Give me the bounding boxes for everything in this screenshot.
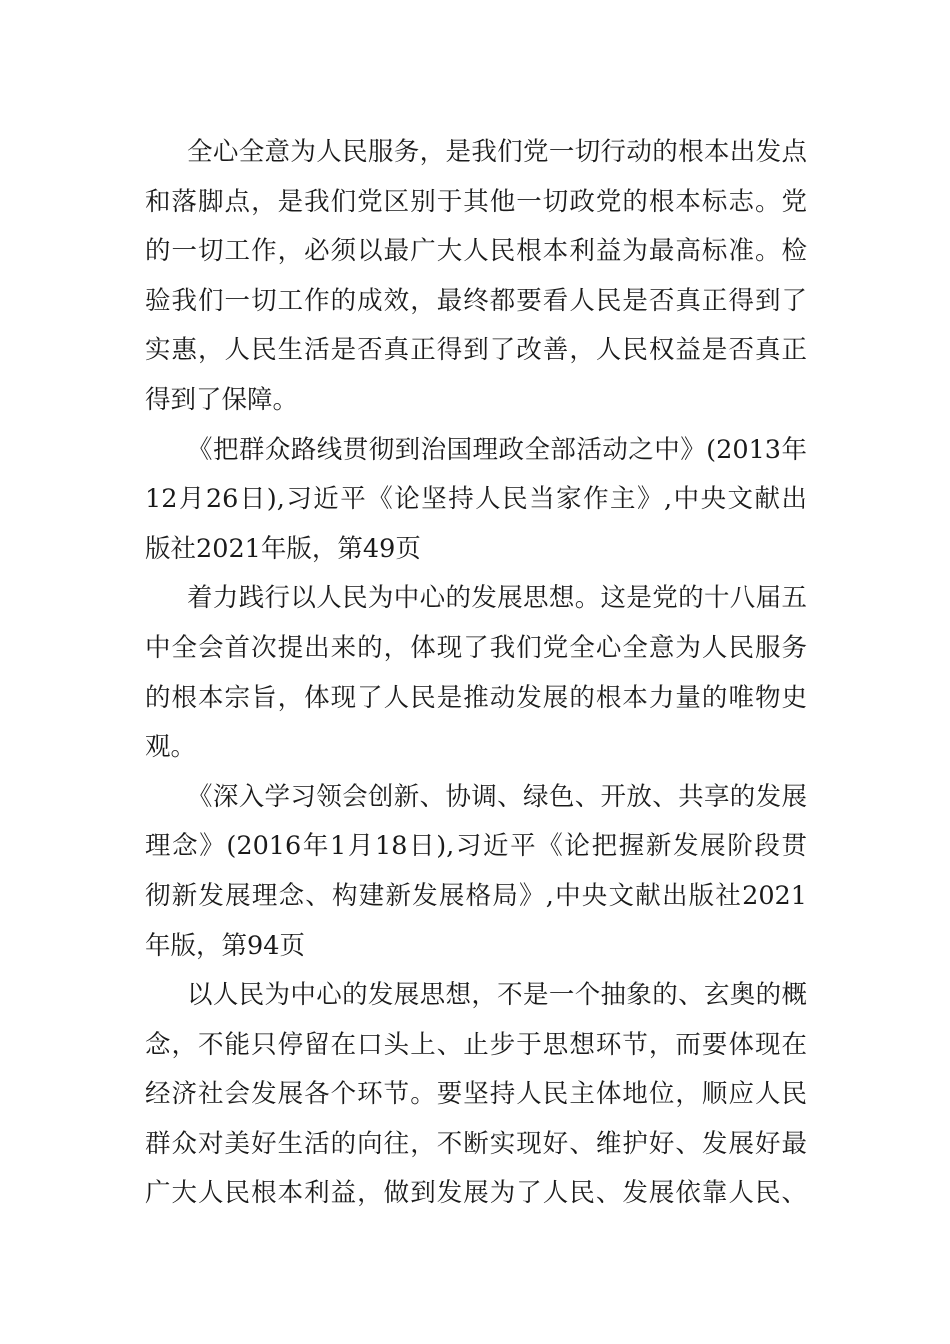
text-line: 观。 bbox=[145, 732, 197, 763]
text-line: 着力践行以人民为中心的发展思想。这是党的十八届五 bbox=[187, 583, 807, 614]
citation-mass-line bbox=[145, 426, 807, 575]
citation-new-development-concept bbox=[145, 773, 807, 971]
text-line: 以人民为中心的发展思想，不是一个抽象的、玄奥的概 bbox=[187, 980, 807, 1011]
text-line: 的根本宗旨，体现了人民是推动发展的根本力量的唯物史 bbox=[145, 682, 807, 713]
text-line: 的一切工作，必须以最广大人民根本利益为最高标准。检 bbox=[145, 236, 807, 267]
citation-line: 版社2021年版，第49页 bbox=[145, 533, 421, 564]
citation-line: 彻新发展理念、构建新发展格局》,中央文献出版社2021 bbox=[145, 880, 807, 911]
text-line: 和落脚点，是我们党区别于其他一切政党的根本标志。党 bbox=[145, 186, 807, 217]
citation-line: 理念》(2016年1月18日),习近平《论把握新发展阶段贯 bbox=[145, 831, 807, 862]
text-line: 中全会首次提出来的，体现了我们党全心全意为人民服务 bbox=[145, 632, 807, 663]
citation-line: 年版，第94页 bbox=[145, 930, 305, 961]
paragraph-people-centered-service bbox=[145, 128, 807, 426]
text-line: 群众对美好生活的向往，不断实现好、维护好、发展好最 bbox=[145, 1128, 807, 1159]
paragraph-development-philosophy bbox=[145, 574, 807, 772]
citation-line: 《深入学习领会创新、协调、绿色、开放、共享的发展 bbox=[187, 781, 807, 812]
text-line: 经济社会发展各个环节。要坚持人民主体地位，顺应人民 bbox=[145, 1079, 807, 1110]
text-line: 验我们一切工作的成效，最终都要看人民是否真正得到了 bbox=[145, 285, 807, 316]
text-line: 广大人民根本利益，做到发展为了人民、发展依靠人民、 bbox=[145, 1178, 807, 1209]
citation-line: 12月26日),习近平《论坚持人民当家作主》,中央文献出 bbox=[145, 484, 807, 515]
paragraph-people-centered-development bbox=[145, 971, 807, 1219]
text-line: 全心全意为人民服务，是我们党一切行动的根本出发点 bbox=[187, 137, 807, 167]
text-line: 念，不能只停留在口头上、止步于思想环节，而要体现在 bbox=[145, 1029, 807, 1060]
citation-line: 《把群众路线贯彻到治国理政全部活动之中》(2013年 bbox=[187, 434, 807, 465]
text-line: 实惠，人民生活是否真正得到了改善，人民权益是否真正 bbox=[145, 335, 807, 366]
document-page bbox=[145, 128, 807, 1219]
text-line: 得到了保障。 bbox=[145, 384, 299, 415]
